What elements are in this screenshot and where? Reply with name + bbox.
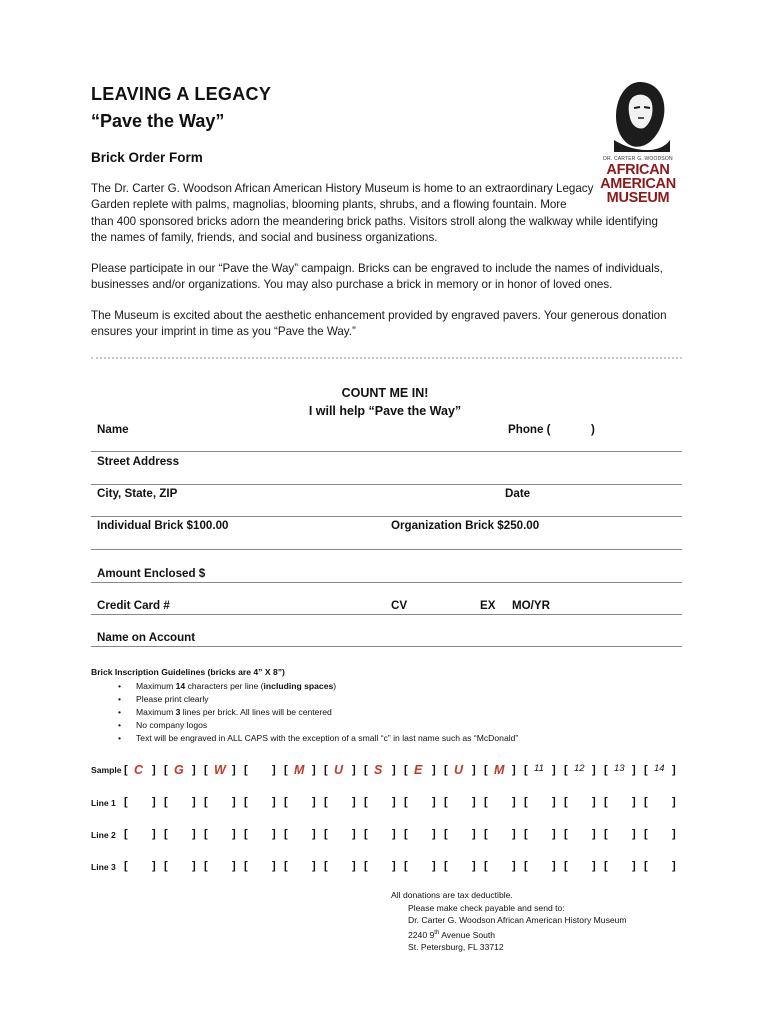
line-2-brick-row[interactable] [0,826,770,844]
bracket: ] [352,764,356,776]
bracket: [ [244,828,248,840]
bracket: [ [484,764,488,776]
cv-field-label[interactable]: CV [391,599,408,612]
portrait-silhouette-icon [608,80,670,152]
sample-letter: U [454,763,464,777]
bracket: [ [364,764,368,776]
bracket: [ [524,764,528,776]
bracket: ] [632,796,636,808]
intro-paragraph-1 [91,181,658,246]
sample-slot-number: 13 [614,763,625,774]
line-2-label: Line 2 [91,830,116,840]
street-field-label[interactable]: Street Address [97,455,180,468]
bracket: [ [604,860,608,872]
bracket: ] [592,828,596,840]
street-field-line [91,484,682,485]
bracket: [ [124,828,128,840]
bracket: [ [404,764,408,776]
bracket: [ [204,796,208,808]
bracket: [ [244,796,248,808]
intro-line: The Museum is excited about the aesthetic enhancement provided by engraved pavers. Your generous donation [91,309,667,322]
bracket: ] [272,796,276,808]
bracket: [ [324,796,328,808]
sample-letter: M [294,763,305,777]
bracket: [ [244,764,248,776]
bracket: [ [604,828,608,840]
bracket: [ [364,828,368,840]
ex-field-label[interactable]: EX [480,599,496,612]
bracket: ] [432,828,436,840]
bracket: [ [124,860,128,872]
bracket: [ [564,828,568,840]
guidelines-list [118,680,518,745]
bracket: [ [484,860,488,872]
amount-field-label[interactable]: Amount Enclosed $ [97,567,206,580]
bracket: ] [152,860,156,872]
intro-line: Garden replete with palms, magnolias, blooming plants, shrubs, and a flowing fountain. More [91,198,567,212]
bracket: [ [164,796,168,808]
line-1-brick-row[interactable] [0,794,770,812]
bracket: ] [592,764,596,776]
bracket: [ [444,828,448,840]
city-field-line [91,516,682,517]
guideline-item: • Text will be engraved in ALL CAPS with the exception of a small “c” in last name such as “McDonald” [118,732,518,745]
line-3-brick-row[interactable] [0,858,770,876]
intro-paragraph-3 [91,308,667,341]
bracket: ] [232,764,236,776]
bracket: [ [444,764,448,776]
bracket: [ [484,796,488,808]
bracket: ] [352,828,356,840]
sample-letter: U [334,763,344,777]
bracket: [ [284,860,288,872]
bracket: [ [524,828,528,840]
bracket: [ [364,796,368,808]
intro-line: the names of family, friends, and social and business organizations. [91,230,438,244]
intro-line: Please participate in our “Pave the Way” campaign. Bricks can be engraved to include the names of individuals, [91,262,663,275]
intro-line: The Dr. Carter G. Woodson African American History Museum is home to an extraordinary Legacy [91,182,594,195]
bracket: [ [124,796,128,808]
credit-card-field-line [91,614,682,615]
sample-letter: C [134,763,144,777]
page-title: LEAVING A LEGACY [91,84,272,104]
organization-brick-option[interactable]: Organization Brick $250.00 [391,519,540,532]
bracket: ] [232,828,236,840]
bracket: ] [392,764,396,776]
name-on-account-field-label[interactable]: Name on Account [97,631,196,644]
bracket: [ [364,860,368,872]
bracket: ] [552,828,556,840]
form-subheading: I will help “Pave the Way” [308,404,462,418]
form-heading: COUNT ME IN! [341,386,429,400]
bracket: ] [192,764,196,776]
bracket: [ [524,796,528,808]
guidelines-title: Brick Inscription Guidelines (bricks are 4” X 8”) [91,667,285,677]
bracket: ] [312,796,316,808]
moyr-field-label[interactable]: MO/YR [512,599,551,612]
bracket: [ [644,764,648,776]
bracket: ] [632,764,636,776]
bracket: ] [632,828,636,840]
bracket: ] [552,796,556,808]
intro-line: than 400 sponsored bricks adorn the meandering brick paths. Visitors stroll along the walkway while identifying [91,214,658,228]
bracket: ] [472,860,476,872]
footer-line: Dr. Carter G. Woodson African American History Museum [408,915,627,925]
mailing-info [391,889,627,953]
bracket: ] [592,796,596,808]
bracket: ] [512,764,516,776]
bracket: ] [512,860,516,872]
bracket: ] [512,828,516,840]
bracket: [ [324,828,328,840]
bracket: [ [324,764,328,776]
bracket: [ [604,764,608,776]
bracket: [ [444,796,448,808]
name-field-label[interactable]: Name [97,423,129,436]
bracket: ] [192,860,196,872]
bracket: [ [404,828,408,840]
bracket: ] [272,828,276,840]
bracket: ] [472,796,476,808]
bracket: ] [152,828,156,840]
intro-line: ensures your imprint in time as you “Pave the Way.” [91,325,356,339]
sample-slot-number: 12 [574,763,585,774]
bracket: ] [312,828,316,840]
bracket: [ [644,796,648,808]
brick-type-line [91,549,682,550]
bracket: ] [472,828,476,840]
bracket: [ [204,860,208,872]
bracket: [ [244,860,248,872]
bracket: ] [272,860,276,872]
individual-brick-option[interactable]: Individual Brick $100.00 [97,519,229,532]
bracket: ] [672,796,676,808]
bracket: [ [644,860,648,872]
date-field-label[interactable]: Date [505,487,531,500]
intro-line: businesses and/or organizations. You may also purchase a brick in memory or in honor of loved ones. [91,278,613,292]
phone-close-paren: ) [591,423,595,436]
footer-line: Please make check payable and send to: [408,902,565,913]
name-on-account-field-line [91,646,682,647]
bracket: [ [484,828,488,840]
bracket: [ [204,828,208,840]
page-subtitle: “Pave the Way” [91,111,225,131]
cut-line-divider [91,357,682,359]
bracket: [ [524,860,528,872]
sample-letter: G [174,763,184,777]
bracket: [ [644,828,648,840]
sample-letter: E [414,763,423,777]
form-title: Brick Order Form [91,150,203,165]
sample-letter: S [374,763,383,777]
sample-row-label: Sample [91,765,122,775]
bracket: [ [284,828,288,840]
bracket: ] [472,764,476,776]
bracket: [ [284,796,288,808]
bracket: ] [432,796,436,808]
phone-field-label[interactable]: Phone ( [508,423,551,436]
bracket: ] [192,796,196,808]
bracket: [ [124,764,128,776]
bracket: ] [192,828,196,840]
logo-word-museum: MUSEUM [606,190,670,206]
logo-small-text: DR. CARTER G. WOODSON [603,156,673,162]
guideline-item: • Maximum 3 lines per brick. All lines will be centered [118,706,518,719]
bracket: [ [324,860,328,872]
bracket: ] [632,860,636,872]
bracket: [ [284,764,288,776]
bracket: ] [392,860,396,872]
bracket: ] [592,860,596,872]
sample-letter: M [494,763,505,777]
name-field-line [91,451,682,452]
bracket: [ [604,796,608,808]
bracket: [ [204,764,208,776]
bracket: ] [672,828,676,840]
guideline-item: • Please print clearly [118,693,518,706]
bracket: [ [164,828,168,840]
bracket: ] [352,860,356,872]
bracket: ] [312,860,316,872]
bracket: ] [272,764,276,776]
footer-line: St. Petersburg, FL 33712 [408,941,504,952]
bracket: ] [392,796,396,808]
bracket: ] [432,860,436,872]
bracket: ] [152,796,156,808]
sample-slot-number: 14 [654,763,665,774]
bracket: ] [432,764,436,776]
sample-brick-row [0,760,770,780]
bracket: [ [164,860,168,872]
bracket: [ [564,796,568,808]
bracket: [ [404,860,408,872]
line-3-label: Line 3 [91,862,116,872]
credit-card-field-label[interactable]: Credit Card # [97,599,170,612]
city-field-label[interactable]: City, State, ZIP [97,487,178,500]
line-1-label: Line 1 [91,798,116,808]
bracket: ] [512,796,516,808]
bracket: [ [564,860,568,872]
intro-paragraph-2 [91,261,663,294]
guideline-item: • Maximum 14 characters per line (including spaces) [118,680,518,693]
bracket: [ [444,860,448,872]
bracket: ] [232,796,236,808]
logo-word-african: AFRICAN [606,162,670,178]
bracket: [ [164,764,168,776]
bracket: ] [672,860,676,872]
amount-field-line [91,582,682,583]
sample-slot-number: 11 [534,763,544,774]
bracket: ] [352,796,356,808]
bracket: ] [152,764,156,776]
bracket: ] [312,764,316,776]
footer-line: 2240 9th Avenue South [408,929,496,940]
logo-word-american: AMERICAN [600,176,676,192]
bracket: ] [232,860,236,872]
footer-line: All donations are tax deductible. [391,890,513,900]
sample-letter: W [214,763,226,777]
bracket: ] [672,764,676,776]
bracket: [ [404,796,408,808]
bracket: ] [552,860,556,872]
guideline-item: • No company logos [118,719,518,732]
bracket: ] [552,764,556,776]
bracket: ] [392,828,396,840]
bracket: [ [564,764,568,776]
